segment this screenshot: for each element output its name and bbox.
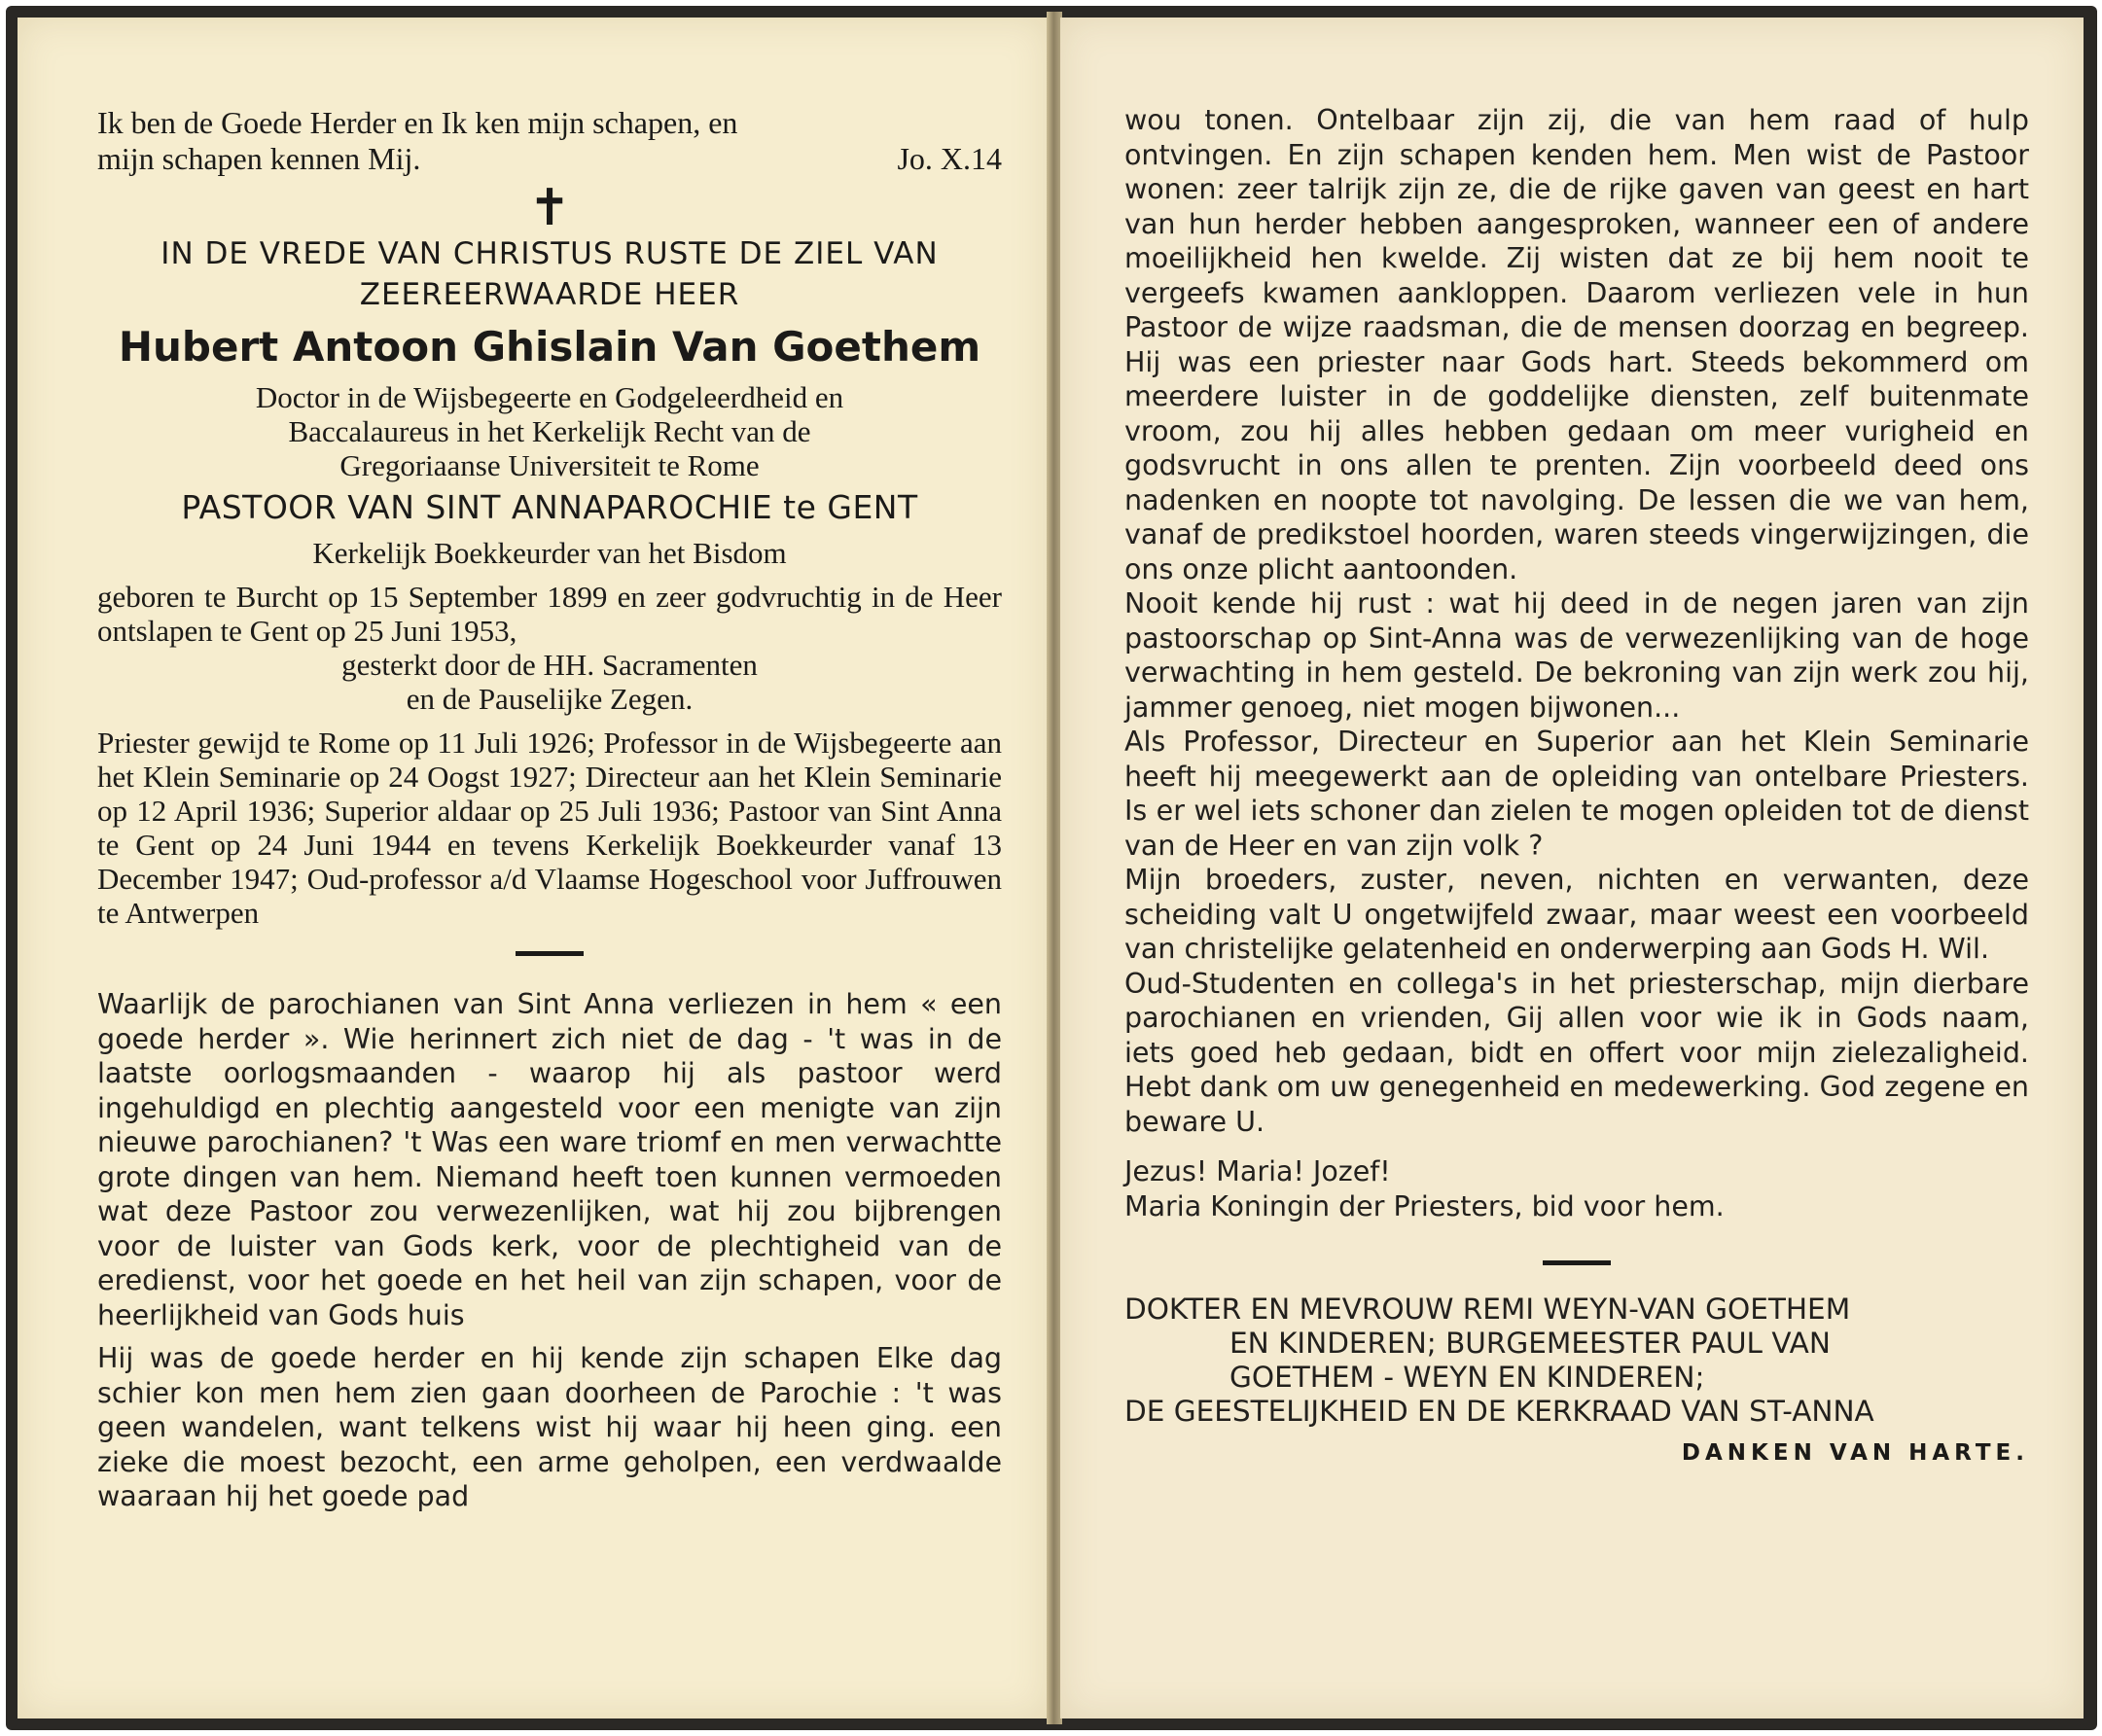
right-paragraph-3: Als Professor, Directeur en Superior aan het Klein Seminarie heeft hij meegewerkt aan de opleiding van ontelbare Priesters. Is er wel iets schoner dan zielen te mogen opleiden tot de dienst van de Heer en van zijn volk ? [1124,726,2029,862]
role: Kerkelijk Boekkeurder van het Bisdom [312,536,787,570]
epigraph [97,105,1002,177]
divider [516,951,584,956]
family-line-2: EN KINDEREN; BURGEMEESTER PAUL VAN [1229,1327,1831,1360]
family-line-3: GOETHEM - WEYN EN KINDEREN; [1229,1361,1705,1394]
left-body [97,987,1002,1514]
sacraments-line-1: gesterkt door de HH. Sacramenten [341,648,758,682]
left-column [97,105,1002,1523]
epigraph-line-2: mijn schapen kennen Mij. [97,141,421,176]
degrees-line-3: Gregoriaanse Universiteit te Rome [339,448,760,482]
sacraments [97,648,1002,716]
sacraments-line-2: en de Pauselijke Zegen. [406,682,694,716]
pastoor-title: PASTOOR VAN SINT ANNAPAROCHIE te GENT [181,488,918,526]
career: Priester gewijd te Rome op 11 Juli 1926; Professor in de Wijsbegeerte aan het Klein Seminarie op 24 Oogst 1927; Directeur aan het Klein Seminarie op 12 April 1936; Superior aldaar op 25 Juli 1936; Pastoor van Sint Anna te Gent op 24 Juni 1944 en tevens Kerkelijk Boekkeurder vanaf 13 December 1947; Oud-professor a/d Vlaamse Hogeschool voor Juffrouwen te Antwerpen [97,726,1002,930]
thanks: DANKEN VAN HARTE. [1681,1440,2029,1466]
degrees-line-1: Doctor in de Wijsbegeerte en Godgeleerdheid en [255,380,844,414]
deceased-name: Hubert Antoon Ghislain Van Goethem [118,323,981,371]
epigraph-line-1: Ik ben de Goede Herder en Ik ken mijn schapen, en [97,105,738,140]
right-paragraph-4: Mijn broeders, zuster, neven, nichten en verwanten, deze scheiding valt U ongetwijfeld zwaar, maar weest een voorbeeld van christelijke gelatenheid en onderwerping aan Gods H. Wil. [1124,864,2029,965]
prayer-line-2: Maria Koningin der Priesters, bid voor hem. [1124,1189,1725,1222]
degrees [97,380,1002,482]
intro-line-1: IN DE VREDE VAN CHRISTUS RUSTE DE ZIEL VAN [160,236,939,271]
right-paragraph-1: wou tonen. Ontelbaar zijn zij, die van hem raad of hulp ontvingen. En zijn schapen kenden hem. Men wist de Pastoor wonen: zeer talrijk zijn ze, die de rijke gaven van geest en hart van hun herder hebben aangesproken, wanneer een of andere moeilijkheid hen kwelde. Zij wisten dat ze bij hem nooit te vergeefs kwamen aankloppen. Daarom verliezen vele in hun Pastoor de wijze raadsman, die de mensen doorzag en begreep. Hij was een priester naar Gods hart. Steeds bekommerd om meerdere luister in de goddelijke diensten, zelf buitenmate vroom, zou hij alles hebben gedaan om meer vurigheid en godsvrucht in ons allen te prenten. Zijn voorbeeld deed ons nadenken en noopte tot navolging. De lessen die we van hem, vanaf de predikstoel hoorden, waren steeds vingerwijzingen, die ons onze plicht aantoonden. [1124,104,2029,585]
right-paragraph-2: Nooit kende hij rust : wat hij deed in de negen jaren van zijn pastoorschap op Sint-Anna was de verwezenlijking van de hoge verwachting in hem gesteld. De bekroning van zijn werk zou hij, jammer genoeg, niet mogen bijwonen... [1124,587,2029,724]
cross-icon: ✝ [528,179,571,237]
family-signatories [1124,1293,2029,1429]
right-page [1060,18,2084,1718]
right-body [1124,103,2029,1223]
right-paragraph-5: Oud-Studenten en collega's in het priesterschap, mijn dierbare parochianen en vrienden, Gij allen voor wie ik in Gods naam, iets goed heb gedaan, bidt en offert voor mijn zielezaligheid. Hebt dank om uw genegenheid en medewerking. God zegene en beware U. [1124,967,2029,1138]
divider-right [1543,1260,1611,1265]
epigraph-reference: Jo. X.14 [897,141,1002,176]
family-line-4: DE GEESTELIJKHEID EN DE KERKRAAD VAN ST-ANNA [1124,1395,1874,1428]
left-page [18,18,1049,1718]
left-paragraph-2: Hij was de goede herder en hij kende zijn schapen Elke dag schier kon men hem zien gaan doorheen de Parochie : 't was geen wandelen, want telkens wist hij waar hij heen ging. een zieke die moest bezocht, een arme geholpen, een verdwaalde waaraan hij het goede pad [97,1342,1002,1512]
left-paragraph-1: Waarlijk de parochianen van Sint Anna verliezen in hem « een goede herder ». Wie herinnert zich niet de dag - 't was in de laatste oorlogsmaanden - waarop hij als pastoor werd ingehuldigd en plechtig aangesteld voor een menigte van zijn nieuwe parochianen? 't Was een ware triomf en men verwachtte grote dingen van hem. Niemand heeft toen kunnen vermoeden wat deze Pastoor zou verwezenlijken, wat hij zou bijbrengen voor de luister van Gods kerk, voor de plechtigheid van de eredienst, voor het goede en het heil van zijn schapen, voor de heerlijkheid van Gods huis [97,988,1002,1331]
prayer-line-1: Jezus! Maria! Jozef! [1124,1155,1391,1187]
right-column [1124,103,2029,1466]
prayer [1124,1154,2029,1223]
degrees-line-2: Baccalaureus in het Kerkelijk Recht van de [288,414,811,448]
intro-line-2: ZEEREERWAARDE HEER [359,277,740,312]
family-line-1: DOKTER EN MEVROUW REMI WEYN-VAN GOETHEM [1124,1293,1851,1326]
birth-death: geboren te Burcht op 15 September 1899 en zeer godvruchtig in de Heer ontslapen te Gent op 25 Juni 1953, [97,580,1002,648]
